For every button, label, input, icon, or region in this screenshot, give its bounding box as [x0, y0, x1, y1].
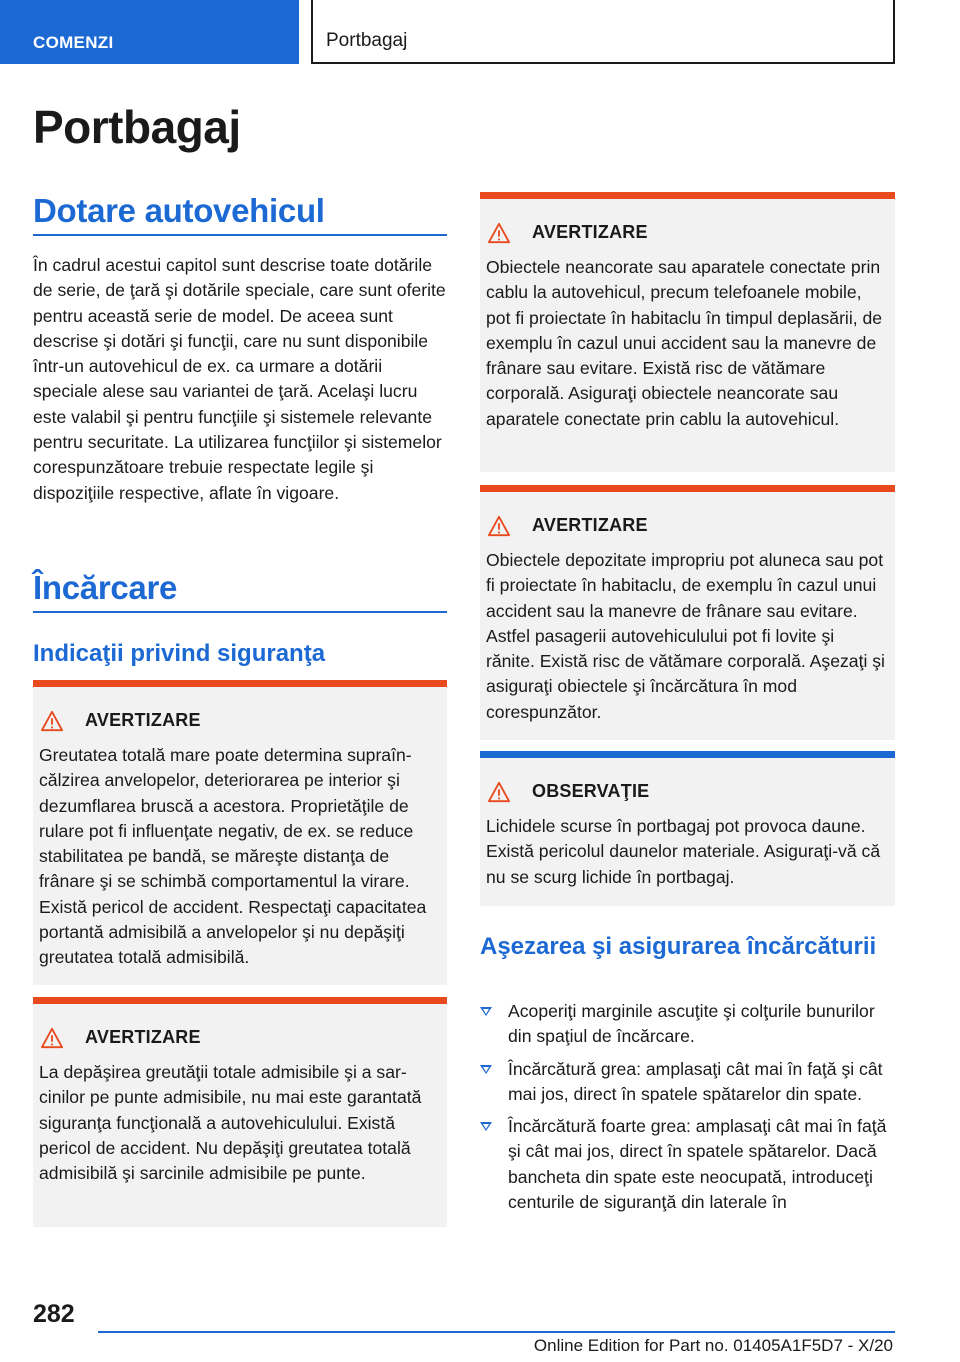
warning-title: AVERTIZARE	[532, 515, 648, 535]
warning-title: AVERTIZARE	[85, 710, 201, 730]
footer-edition: Online Edition for Part no. 01405A1F5D7 - X/20	[533, 1336, 893, 1355]
page-number: 282	[33, 1300, 75, 1328]
triangle-bullet-icon	[480, 1122, 492, 1131]
bullet-list	[480, 999, 895, 1222]
list-item	[480, 1057, 895, 1108]
heading-underline	[33, 611, 447, 613]
heading-underline	[33, 234, 447, 236]
list-item	[480, 999, 895, 1050]
warning-triangle-icon	[488, 515, 510, 537]
warning-box-4	[480, 485, 895, 740]
warning-bar	[33, 680, 447, 687]
warning-triangle-icon	[488, 781, 510, 803]
note-box	[480, 751, 895, 906]
breadcrumb: Portbagaj	[311, 0, 895, 64]
paragraph-dotare: În cadrul acestui capitol sunt descrise toate dotările de serie, de ţară şi dotările speciale, care sunt oferite pentru această serie de model. De aceea sunt descrise şi dotări şi funcţii, care nu sunt disponibile într-un autovehicul de ex. ca urmare a dotării speciale alese sau variantei de ţară. Acelaşi lucru este valabil şi pentru funcţiile şi sistemele relevante pentru securitate. La utilizarea funcţiilor şi sistemelor corespunzătoare trebuie respectate legile şi dispoziţiile respective, aflate în vigoare.	[33, 255, 446, 503]
warning-box-1	[33, 680, 447, 985]
note-text: Lichidele scurse în portbagaj pot provoca daune. Există pericolul daunelor materiale. Asiguraţi-vă că nu se scurg lichide în portbagaj.	[486, 816, 881, 887]
note-bar	[480, 751, 895, 758]
warning-title: AVERTIZARE	[532, 222, 648, 242]
footer-rule	[98, 1331, 895, 1333]
warning-text: Obiectele depozitate impropriu pot aluneca sau pot fi proiectate în habitaclu, de exemplu în cazul unui accident sau la manevre de frânare sau evitare. Astfel pasagerii autovehiculului pot fi lovite şi rănite. Există risc de vătămare corporală. Aşezaţi şi asiguraţi obiectele şi încărcătura în mod corespunzător.	[486, 550, 885, 722]
warning-text: Greutatea totală mare poate determina supraîncălzirea anvelopelor, deteriorarea pe interior şi dezumflarea bruscă a acestora. Proprietăţile de rulare pot fi influenţate negativ, de ex. se reduce stabilitatea pe bandă, se măreşte distanţa de frânare şi se schimbă comportamentul la virare. Există pericol de accident. Respectaţi capacitatea portantă admisibilă a anvelopelor şi nu depăşiţi greutatea totală admisibilă.	[39, 745, 427, 968]
list-item-text: Încărcătură grea: amplasaţi cât mai în faţă şi cât mai jos, direct în spatele spătarelor din spate.	[508, 1058, 883, 1104]
page-title: Portbagaj	[33, 101, 241, 153]
triangle-bullet-icon	[480, 1065, 492, 1074]
warning-text: La depăşirea greutăţii totale admisibile şi a sarcinilor pe punte admisibile, nu mai este garantată siguranţa funcţională a autovehiculului. Există pericol de accident. Nu depăşiţi greutatea totală admisibilă şi sarcinile admisibile pe punte.	[39, 1062, 422, 1184]
section-tab: COMENZI	[0, 0, 299, 64]
warning-triangle-icon	[41, 1027, 63, 1049]
warning-text: Obiectele neancorate sau aparatele conectate prin cablu la autovehicul, precum telefoanele mobile, pot fi proiectate în habitaclu în timpul deplasării, de exemplu în cazul unui accident sau la manevre de frânare sau evitare. Există risc de vătămare corporală. Asiguraţi obiectele neancorate sau aparatele conectate prin cablu la autovehicul.	[486, 257, 883, 429]
heading-dotare-autovehicul: Dotare autovehicul	[33, 192, 325, 229]
list-item	[480, 1114, 895, 1215]
warning-bar	[33, 997, 447, 1004]
warning-box-2	[33, 997, 447, 1227]
heading-asezarea-asigurarea: Aşezarea şi asigurarea încărcăturii	[480, 933, 877, 960]
warning-triangle-icon	[488, 222, 510, 244]
heading-incarcare: Încărcare	[33, 569, 178, 606]
warning-title: AVERTIZARE	[85, 1027, 201, 1047]
list-item-text: Încărcătură foarte grea: amplasaţi cât mai în faţă şi cât mai jos, direct în spatele spătarelor. Dacă bancheta din spate este neocupată, introduceţi centurile de siguranţă din laterale în	[508, 1116, 887, 1213]
note-title: OBSERVAŢIE	[532, 781, 650, 801]
warning-bar	[480, 485, 895, 492]
warning-bar	[480, 192, 895, 199]
warning-triangle-icon	[41, 710, 63, 732]
heading-indicatii-siguranta: Indicaţii privind siguranţa	[33, 640, 326, 667]
triangle-bullet-icon	[480, 1007, 492, 1016]
list-item-text: Acoperiţi marginile ascuţite şi colţurile bunurilor din spaţiul de încărcare.	[508, 1001, 875, 1047]
warning-box-3	[480, 192, 895, 472]
